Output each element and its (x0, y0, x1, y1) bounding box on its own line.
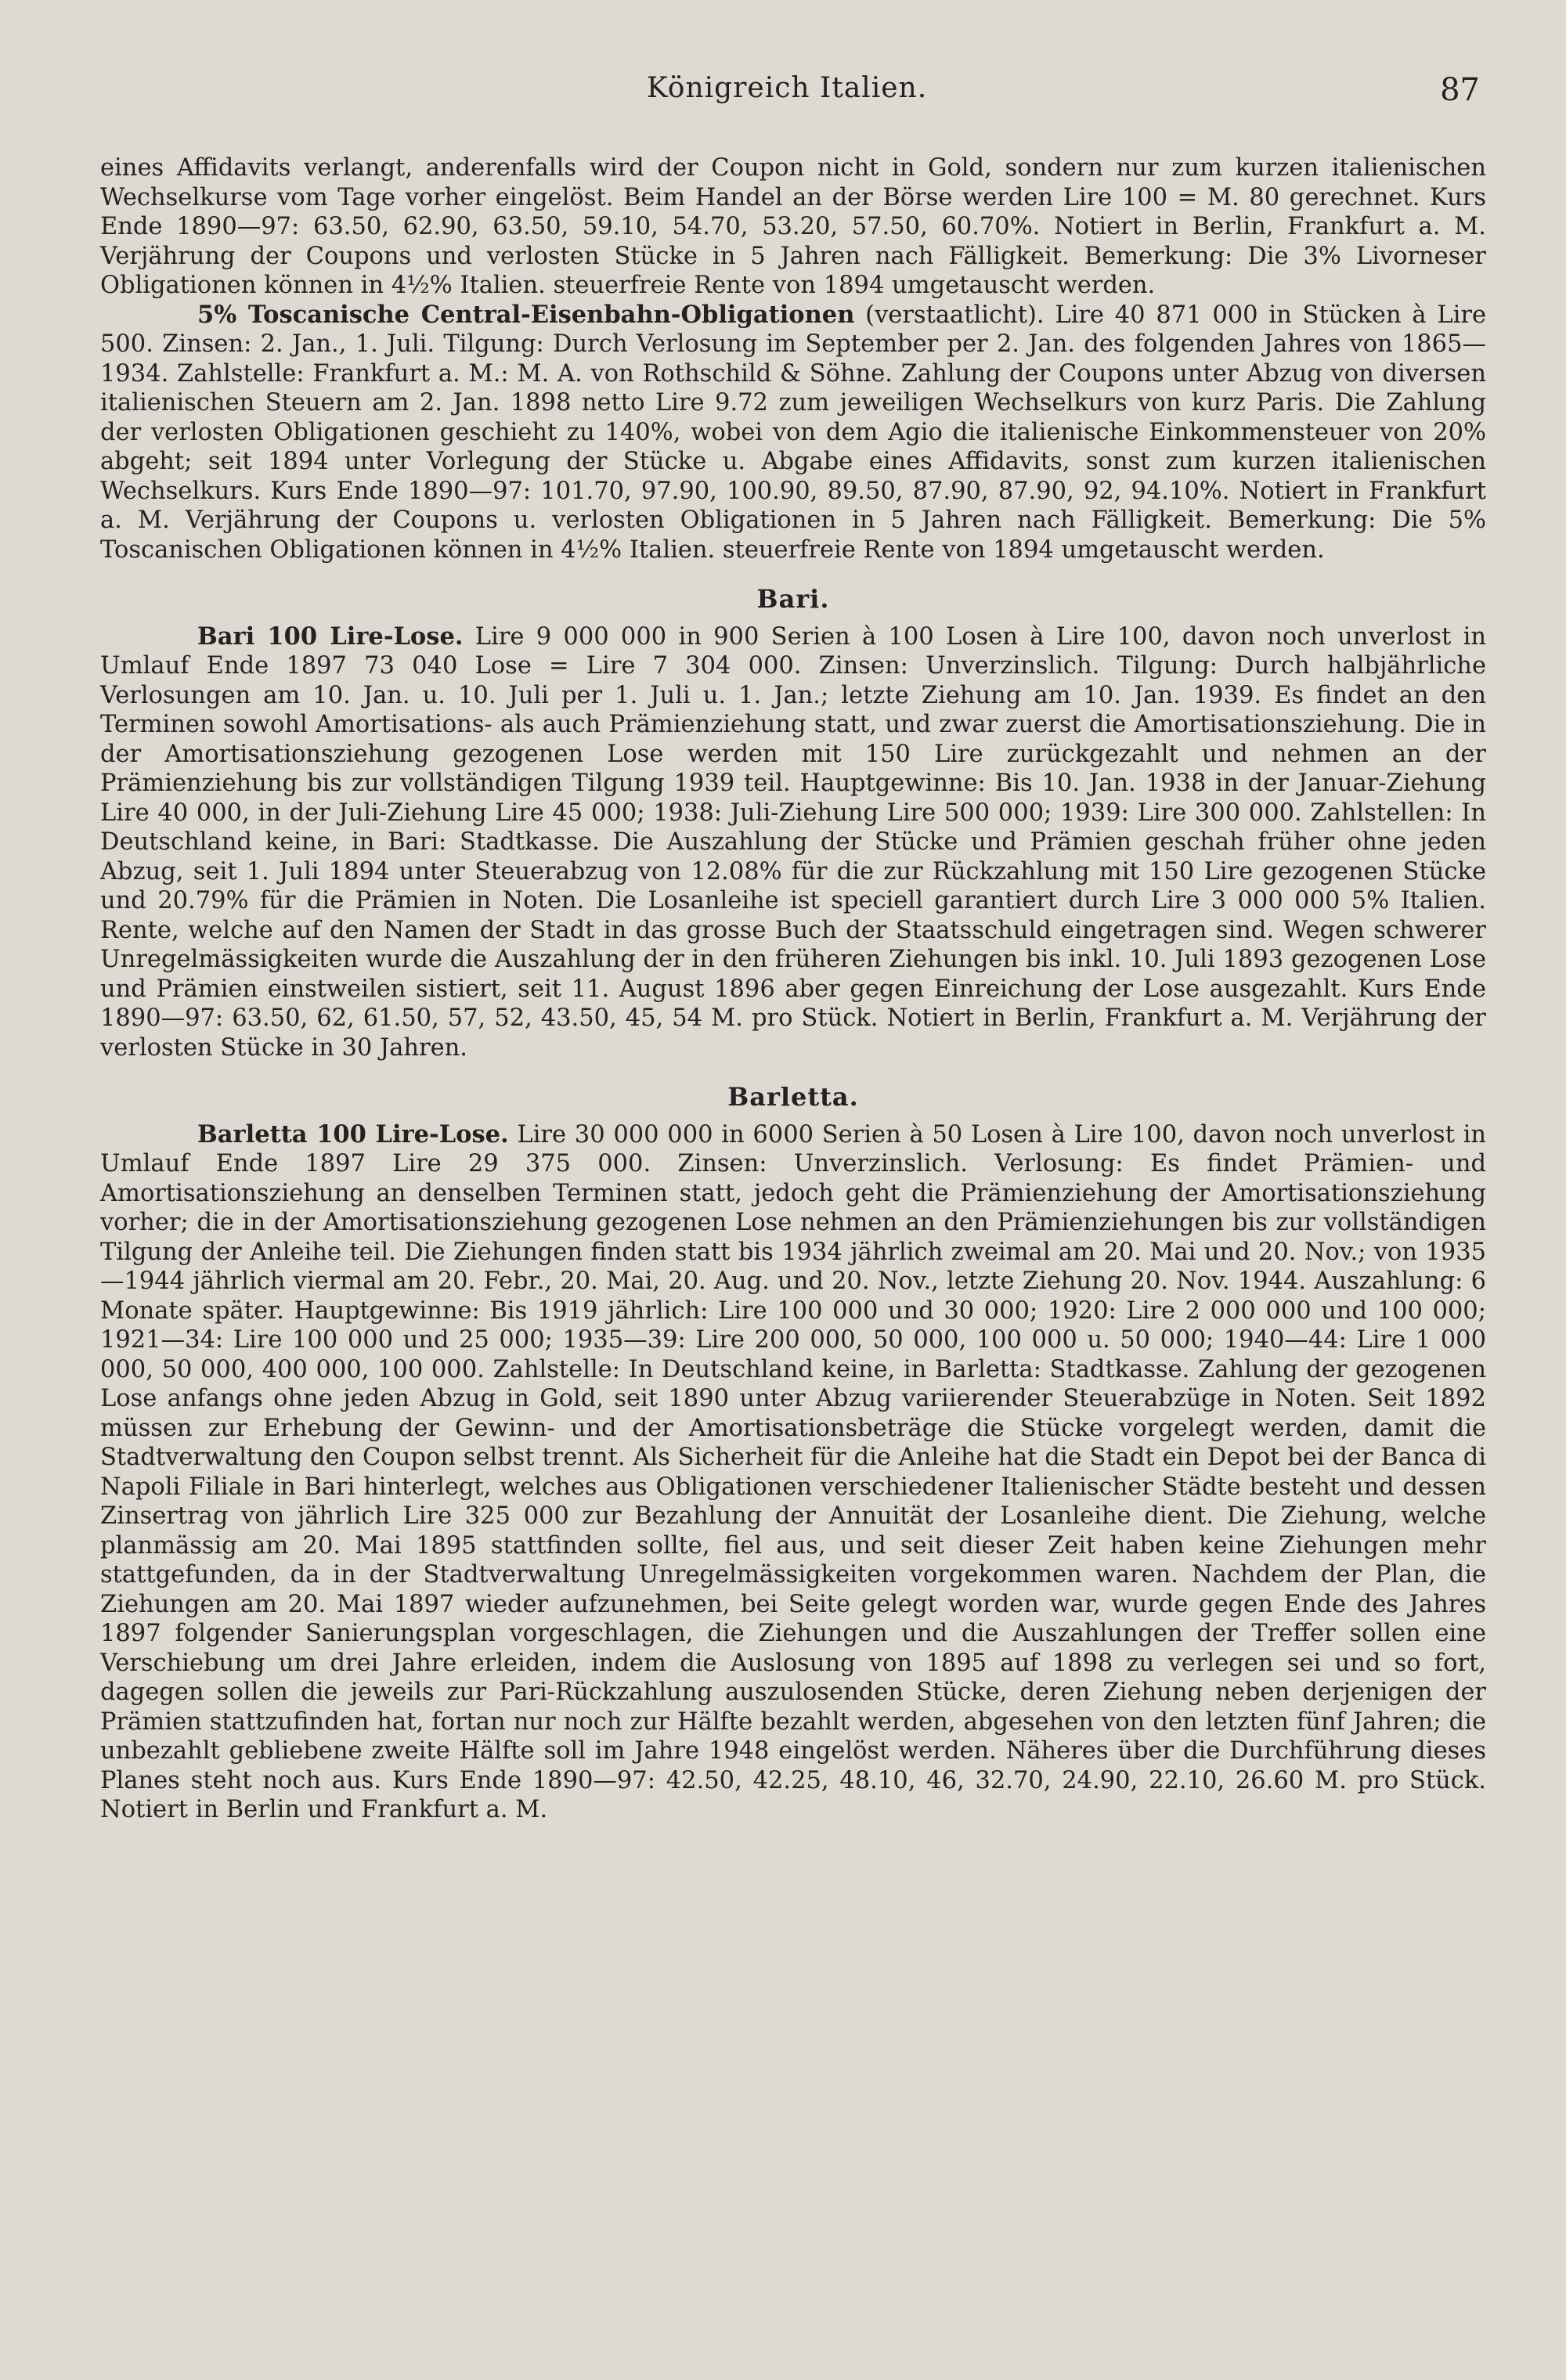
intro-paragraph: eines Affidavits verlangt, anderenfalls wird der Coupon nicht in Gold, sondern nur zum kurzen italienischen Wechselkurse vom Tage vorher eingelöst. Beim Handel an der Börse werden Lire 100 = M. 80 gerechnet. Kurs Ende 1890—97: 63.50, 62.90, 63.50, 59.10, 54.70, 53.20, 57.50, 60.70%. Notiert in Berlin, Frankfurt a. M. Verjährung der Coupons und verlosten Stücke in 5 Jahren nach Fälligkeit. Bemerkung: Die 3% Livorneser Obligationen können in 4½% Italien. steuerfreie Rente von 1894 umgetauscht werden. (100, 154, 1486, 299)
toscana-text: (verstaatlicht). Lire 40 871 000 in Stücken à Lire 500. Zinsen: 2. Jan., 1. Juli. Tilgung: Durch Verlosung im September per 2. Jan. des folgenden Jahres von 1865—1934. Zahlstelle: Frankfurt a. M.: M. A. von Rothschild & Söhne. Zahlung der Coupons unter Abzug von diversen italienischen Steuern am 2. Jan. 1898 netto Lire 9.72 zum jeweiligen Wechselkurs von kurz Paris. Die Zahlung der verlosten Obligationen geschieht zu 140%, wobei von dem Agio die italienische Einkommensteuer von 20% abgeht; seit 1894 unter Vorlegung der Stücke u. Abgabe eines Affidavits, sonst zum kurzen italienischen Wechselkurs. Kurs Ende 1890—97: 101.70, 97.90, 100.90, 89.50, 87.90, 87.90, 92, 94.10%. Notiert in Frankfurt a. M. Verjährung der Coupons u. verlosten Obligationen in 5 Jahren nach Fälligkeit. Bemerkung: Die 5% Toscanischen Obligationen können in 4½% Italien. steuerfreie Rente von 1894 umgetauscht werden. (100, 301, 1486, 564)
page-number: 87 (1440, 72, 1480, 108)
section-title-bari: Bari. (756, 584, 830, 614)
barletta-text: Lire 30 000 000 in 6000 Serien à 50 Losen à Lire 100, davon noch unverlost in Umlauf Ende 1897 Lire 29 375 000. Zinsen: Unverzinslich. Verlosung: Es findet Prämien- und Amortisationsziehung an denselben Terminen statt, jedoch geht die Prämienziehung der Amortisationsziehung vorher; die in der Amortisationsziehung gezogenen Lose nehmen an den Prämienziehungen bis zur vollständigen Tilgung der Anleihe teil. Die Ziehungen finden statt bis 1934 jährlich zweimal am 20. Mai und 20. Nov.; von 1935—1944 jährlich viermal am 20. Febr., 20. Mai, 20. Aug. und 20. Nov., letzte Ziehung 20. Nov. 1944. Auszahlung: 6 Monate später. Hauptgewinne: Bis 1919 jährlich: Lire 100 000 und 30 000; 1920: Lire 2 000 000 und 100 000; 1921—34: Lire 100 000 und 25 000; 1935—39: Lire 200 000, 50 000, 100 000 u. 50 000; 1940—44: Lire 1 000 000, 50 000, 400 000, 100 000. Zahlstelle: In Deutschland keine, in Barletta: Stadtkasse. Zahlung der gezogenen Lose anfangs ohne jeden Abzug in Gold, seit 1890 unter Abzug variierender Steuerabzüge in Noten. Seit 1892 müssen zur Erhebung der Gewinn- und der Amortisationsbeträge die Stücke vorgelegt werden, damit die Stadtverwaltung den Coupon selbst trennt. Als Sicherheit für die Anleihe hat die Stadt ein Depot bei der Banca di Napoli Filiale in Bari hinterlegt, welches aus Obligationen verschiedener Italienischer Städte besteht und dessen Zinsertrag von jährlich Lire 325 000 zur Bezahlung der Annuität der Losanleihe dient. Die Ziehung, welche planmässig am 20. Mai 1895 stattfinden sollte, fiel aus, und seit dieser Zeit haben keine Ziehungen mehr stattgefunden, da in der Stadtverwaltung Unregelmässigkeiten vorgekommen waren. Nachdem der Plan, die Ziehungen am 20. Mai 1897 wieder aufzunehmen, bei Seite gelegt worden war, wurde gegen Ende des Jahres 1897 folgender Sanierungsplan vorgeschlagen, die Ziehungen und die Auszahlungen der Treffer sollen eine Verschiebung um drei Jahre erleiden, indem die Auslosung von 1895 auf 1898 zu verlegen sei und so fort, dagegen sollen die jeweils zur Pari-Rückzahlung auszulosenden Stücke, deren Ziehung neben derjenigen der Prämien stattzufinden hat, fortan nur noch zur Hälfte bezahlt werden, abgesehen von den letzten fünf Jahren; die unbezahlt gebliebene zweite Hälfte soll im Jahre 1948 eingelöst werden. Näheres über die Durchführung dieses Planes steht noch aus. Kurs Ende 1890—97: 42.50, 42.25, 48.10, 46, 32.70, 24.90, 22.10, 26.60 M. pro Stück. Notiert in Berlin und Frankfurt a. M. (100, 1120, 1487, 1823)
page-header (94, 72, 1480, 119)
bari-paragraph (100, 622, 1486, 1063)
section-title-barletta: Barletta. (727, 1082, 859, 1112)
toscana-paragraph (100, 301, 1486, 565)
barletta-heading: Barletta 100 Lire-Lose. (197, 1120, 509, 1149)
bari-heading: Bari 100 Lire-Lose. (197, 622, 464, 651)
barletta-paragraph (100, 1120, 1486, 1825)
running-title: Königreich Italien. (646, 72, 928, 104)
page-body (100, 153, 1486, 1825)
bari-text: Lire 9 000 000 in 900 Serien à 100 Losen à Lire 100, davon noch unverlost in Umlauf Ende 1897 73 040 Lose = Lire 7 304 000. Zinsen: Unverzinslich. Tilgung: Durch halbjährliche Verlosungen am 10. Jan. u. 10. Juli per 1. Juli u. 1. Jan.; letzte Ziehung am 10. Jan. 1939. Es findet an den Terminen sowohl Amortisations- als auch Prämienziehung statt, und zwar zuerst die Amortisationsziehung. Die in der Amortisationsziehung gezogenen Lose werden mit 150 Lire zurückgezahlt und nehmen an der Prämienziehung bis zur vollständigen Tilgung 1939 teil. Hauptgewinne: Bis 10. Jan. 1938 in der Januar-Ziehung Lire 40 000, in der Juli-Ziehung Lire 45 000; 1938: Juli-Ziehung Lire 500 000; 1939: Lire 300 000. Zahlstellen: In Deutschland keine, in Bari: Stadtkasse. Die Auszahlung der Stücke und Prämien geschah früher ohne jeden Abzug, seit 1. Juli 1894 unter Steuerabzug von 12.08% für die zur Rückzahlung mit 150 Lire gezogenen Stücke und 20.79% für die Prämien in Noten. Die Losanleihe ist speciell garantiert durch Lire 3 000 000 5% Italien. Rente, welche auf den Namen der Stadt in das grosse Buch der Staatsschuld eingetragen sind. Wegen schwerer Unregelmässigkeiten wurde die Auszahlung der in den früheren Ziehungen bis inkl. 10. Juli 1893 gezogenen Lose und Prämien einstweilen sistiert, seit 11. August 1896 aber gegen Einreichung der Lose ausgezahlt. Kurs Ende 1890—97: 63.50, 62, 61.50, 57, 52, 43.50, 45, 54 M. pro Stück. Notiert in Berlin, Frankfurt a. M. Verjährung der verlosten Stücke in 30 Jahren. (100, 622, 1486, 1062)
toscana-heading: 5% Toscanische Central-Eisenbahn-Obligationen (197, 300, 855, 329)
